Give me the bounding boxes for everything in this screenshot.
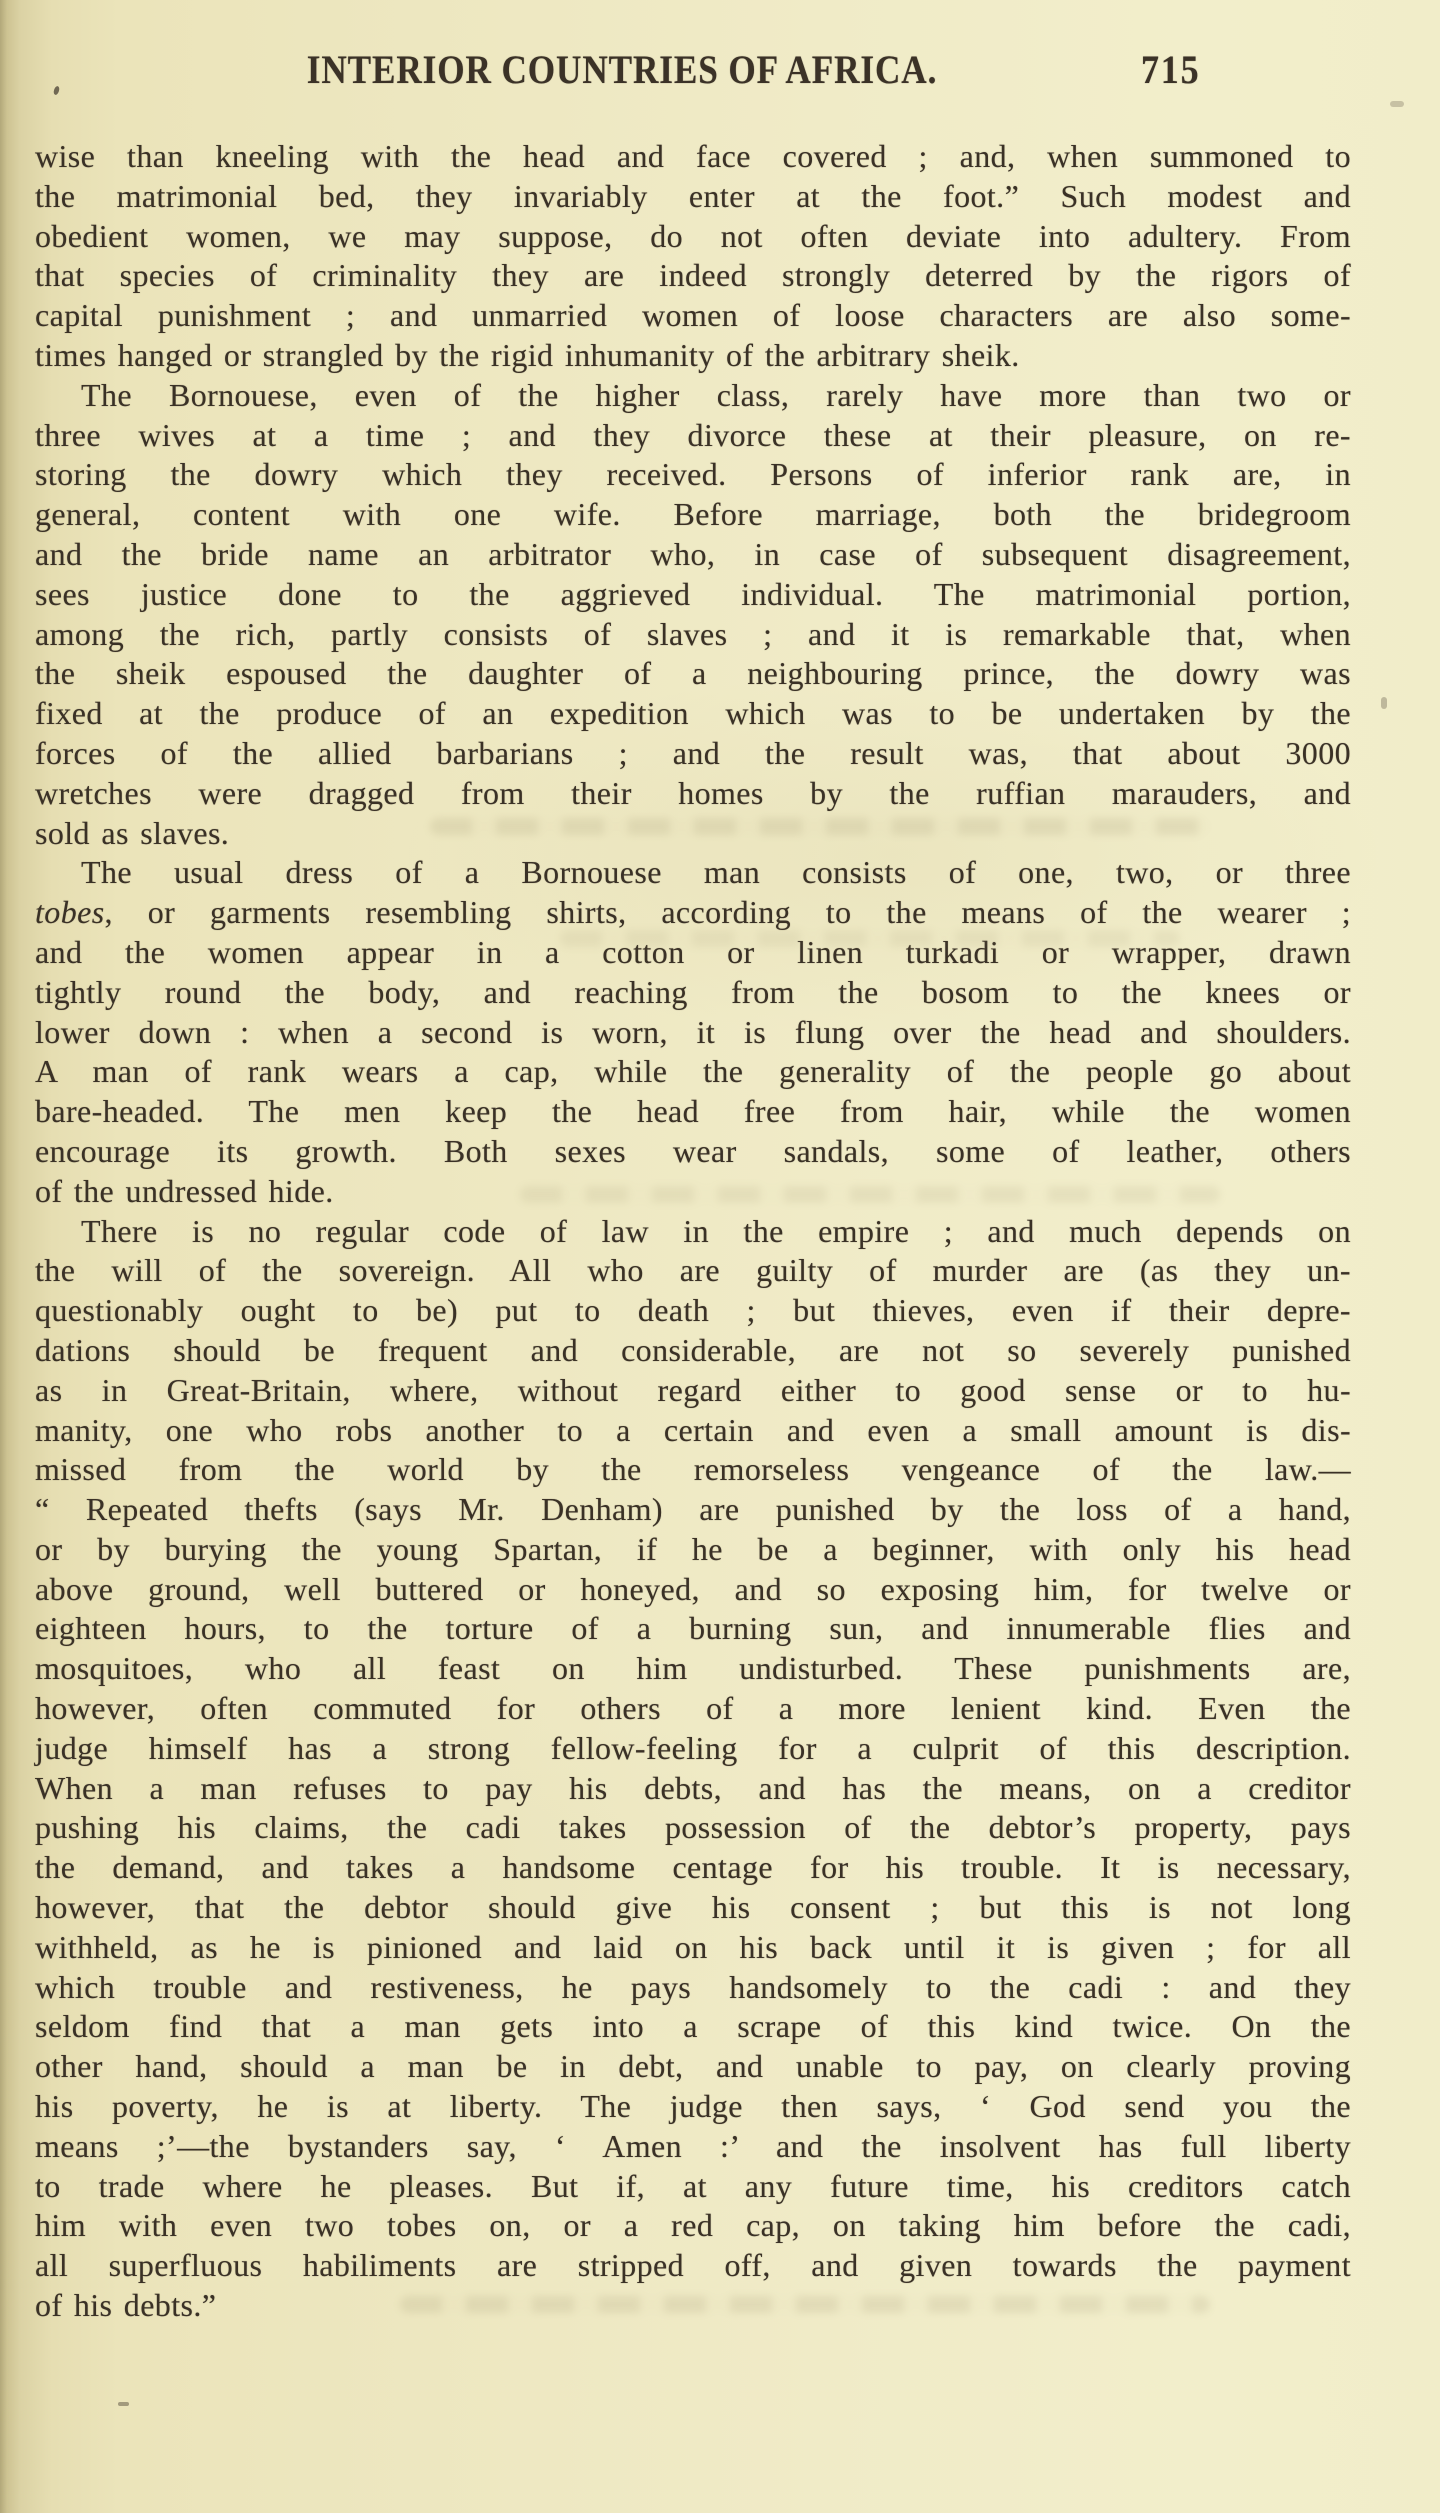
text-line: storing the dowry which they received. Persons of inferior rank are, in: [35, 456, 1351, 493]
text-line: dations should be frequent and considerable, are not so severely punished: [35, 1331, 1351, 1368]
text-line: and the bride name an arbitrator who, in case of subsequent disagreement,: [35, 535, 1351, 572]
text-line: that species of criminality they are indeed strongly deterred by the rigors of: [35, 257, 1351, 294]
text-line: pushing his claims, the cadi takes possession of the debtor’s property, pays: [35, 1809, 1351, 1846]
text-line: or by burying the young Spartan, if he be a beginner, with only his head: [35, 1530, 1351, 1567]
text-line: judge himself has a strong fellow-feeling for a culprit of this description.: [35, 1729, 1351, 1766]
text-line: encourage its growth. Both sexes wear sandals, some of leather, others: [35, 1132, 1351, 1169]
text-line: “ Repeated thefts (says Mr. Denham) are punished by the loss of a hand,: [35, 1491, 1351, 1528]
text-line: the will of the sovereign. All who are guilty of murder are (as they un-: [35, 1252, 1351, 1289]
text-line: general, content with one wife. Before marriage, both the bridegroom: [35, 496, 1351, 533]
text-line: There is no regular code of law in the empire ; and much depends on: [81, 1212, 1351, 1249]
text-line: of the undressed hide.: [35, 1172, 334, 1209]
page-header: [0, 40, 1440, 100]
text-line: means ;’—the bystanders say, ‘ Amen :’ and the insolvent has full liberty: [35, 2127, 1351, 2164]
text-line: among the rich, partly consists of slaves ; and it is remarkable that, when: [35, 615, 1351, 652]
ink-speck: [1390, 101, 1404, 107]
text-line: of his debts.”: [35, 2287, 217, 2324]
text-line: the sheik espoused the daughter of a neighbouring prince, the dowry was: [35, 655, 1351, 692]
bleedthrough-smudge: [430, 818, 1210, 835]
text-line: The usual dress of a Bornouese man consists of one, two, or three: [81, 854, 1351, 891]
text-line: fixed at the produce of an expedition which was to be undertaken by the: [35, 695, 1351, 732]
text-line: withheld, as he is pinioned and laid on his back until it is given ; for all: [35, 1928, 1351, 1965]
text-line: as in Great-Britain, where, without regard either to good sense or to hu-: [35, 1371, 1351, 1408]
text-line: sold as slaves.: [35, 814, 230, 851]
text-line: sees justice done to the aggrieved individual. The matrimonial portion,: [35, 575, 1351, 612]
text-line: questionably ought to be) put to death ; but thieves, even if their depre-: [35, 1292, 1351, 1329]
text-line: however, often commuted for others of a more lenient kind. Even the: [35, 1690, 1351, 1727]
bleedthrough-smudge: [560, 930, 1180, 947]
ink-speck: [118, 2402, 129, 2406]
page-body: [35, 137, 1351, 2326]
text-line: tobes, or garments resembling shirts, according to the means of the wearer ;: [35, 894, 1351, 931]
text-line: which trouble and restiveness, he pays handsomely to the cadi : and they: [35, 1968, 1351, 2005]
text-line: obedient women, we may suppose, do not often deviate into adultery. From: [35, 217, 1351, 254]
text-line: seldom find that a man gets into a scrape of this kind twice. On the: [35, 2008, 1351, 2045]
text-line: The Bornouese, even of the higher class, rarely have more than two or: [81, 376, 1351, 413]
text-line: him with even two tobes on, or a red cap, on taking him before the cadi,: [35, 2207, 1351, 2244]
text-line: the matrimonial bed, they invariably enter at the foot.” Such modest and: [35, 177, 1351, 214]
text-line: mosquitoes, who all feast on him undisturbed. These punishments are,: [35, 1650, 1351, 1687]
text-line: tightly round the body, and reaching from the bosom to the knees or: [35, 973, 1351, 1010]
text-line: times hanged or strangled by the rigid inhumanity of the arbitrary sheik.: [35, 336, 1020, 373]
text-line: eighteen hours, to the torture of a burning sun, and innumerable flies and: [35, 1610, 1351, 1647]
bleedthrough-smudge: [520, 1186, 1220, 1203]
text-line: the demand, and takes a handsome centage for his trouble. It is necessary,: [35, 1849, 1351, 1886]
ink-speck: [1381, 697, 1387, 709]
text-line: forces of the allied barbarians ; and the result was, that about 3000: [35, 734, 1351, 771]
text-line: his poverty, he is at liberty. The judge then says, ‘ God send you the: [35, 2088, 1351, 2125]
text-line: bare-headed. The men keep the head free from hair, while the women: [35, 1093, 1351, 1130]
text-line: however, that the debtor should give his consent ; but this is not long: [35, 1889, 1351, 1926]
text-line: to trade where he pleases. But if, at any future time, his creditors catch: [35, 2167, 1351, 2204]
text-line: A man of rank wears a cap, while the generality of the people go about: [35, 1053, 1351, 1090]
bleedthrough-smudge: [400, 2296, 1210, 2313]
page-number: 715: [1141, 47, 1201, 92]
text-line: and the women appear in a cotton or linen turkadi or wrapper, drawn: [35, 933, 1351, 970]
text-line: lower down : when a second is worn, it is flung over the head and shoulders.: [35, 1013, 1351, 1050]
text-line: other hand, should a man be in debt, and unable to pay, on clearly proving: [35, 2048, 1351, 2085]
text-line: manity, one who robs another to a certain and even a small amount is dis-: [35, 1411, 1351, 1448]
running-title: INTERIOR COUNTRIES OF AFRICA.: [306, 47, 938, 92]
text-line: wise than kneeling with the head and face covered ; and, when summoned to: [35, 138, 1351, 174]
text-line: wretches were dragged from their homes by the ruffian marauders, and: [35, 774, 1351, 811]
text-line: all superfluous habiliments are stripped off, and given towards the payment: [35, 2247, 1351, 2284]
text-line: missed from the world by the remorseless vengeance of the law.—: [35, 1451, 1351, 1488]
text-line: three wives at a time ; and they divorce these at their pleasure, on re-: [35, 416, 1351, 453]
text-line: above ground, well buttered or honeyed, and so exposing him, for twelve or: [35, 1570, 1351, 1607]
text-line: capital punishment ; and unmarried women of loose characters are also some-: [35, 297, 1351, 334]
text-line: When a man refuses to pay his debts, and has the means, on a creditor: [35, 1769, 1351, 1806]
